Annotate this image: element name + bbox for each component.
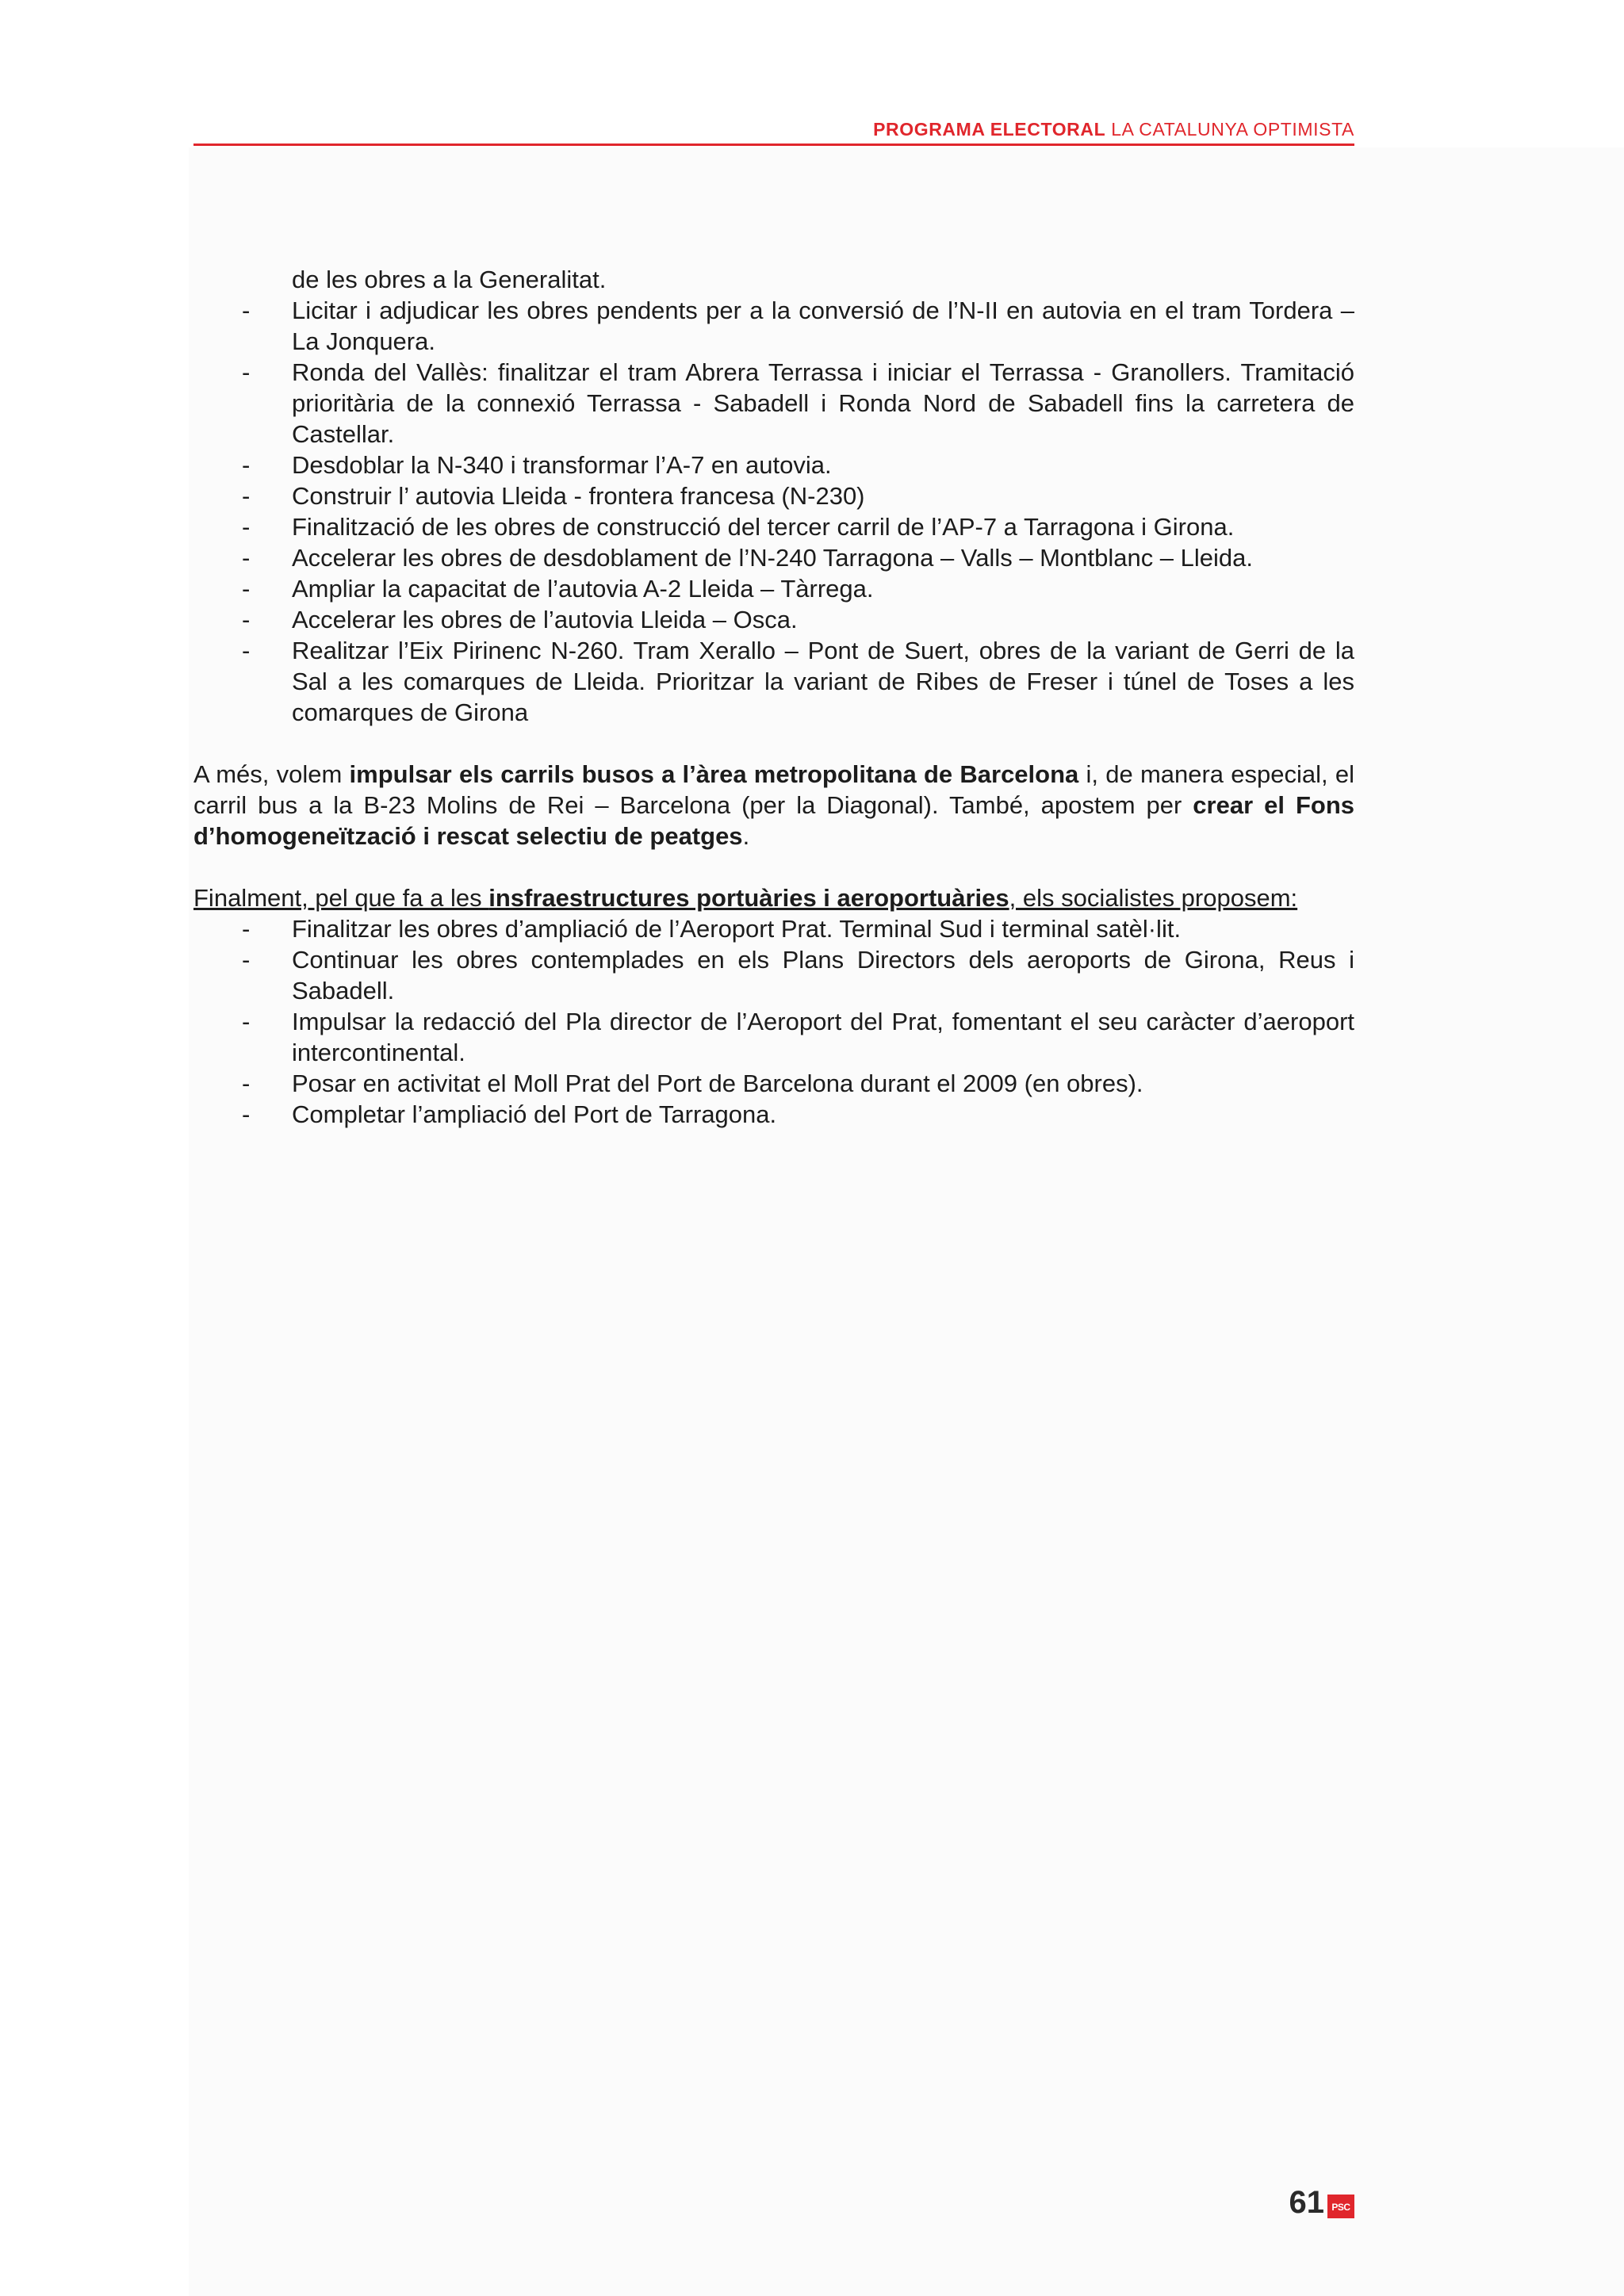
roads-list: [193, 295, 1354, 728]
list-item: - Completar l’ampliació del Port de Tarragona.: [193, 1099, 1354, 1130]
header-divider: [193, 144, 1354, 146]
text-run: , els socialistes proposem:: [1009, 884, 1298, 912]
emphasis-text: impulsar els carrils busos a l’àrea metropolitana de Barcelona: [349, 760, 1079, 788]
list-item: - Continuar les obres contemplades en els Plans Directors dels aeroports de Girona, Reus i Sabadell.: [193, 944, 1354, 1006]
list-item: - Licitar i adjudicar les obres pendents per a la conversió de l’N-II en autovia en el tram Tordera – La Jonquera.: [193, 295, 1354, 357]
list-item: - Finalitzar les obres d’ampliació de l’Aeroport Prat. Terminal Sud i terminal satèl·lit.: [193, 913, 1354, 944]
list-item: - Realitzar l’Eix Pirinenc N-260. Tram Xerallo – Pont de Suert, obres de la variant de Gerri de la Sal a les comarques de Lleida. Prioritzar la variant de Ribes de Freser i túnel de Toses a les comarques de Girona: [193, 635, 1354, 728]
text-run: Finalment, pel que fa a les: [193, 884, 489, 912]
paragraph-spacer: [193, 851, 1354, 882]
text-run: i, de manera especial, el carril bus a la B-23 Molins de Rei – Barcelona (per la Diagonal). També, apostem per: [193, 760, 1354, 819]
header-title-rest: LA CATALUNYA OPTIMISTA: [1105, 119, 1354, 140]
continued-list-text: de les obres a la Generalitat.: [292, 266, 607, 293]
list-item: - Accelerar les obres de desdoblament de l’N-240 Tarragona – Valls – Montblanc – Lleida.: [193, 542, 1354, 573]
running-header: [193, 119, 1354, 140]
header-title-bold: PROGRAMA ELECTORAL: [873, 119, 1106, 140]
list-item: - Ampliar la capacitat de l’autovia A-2 Lleida – Tàrrega.: [193, 573, 1354, 604]
bus-lanes-paragraph: [193, 759, 1354, 851]
list-item: - Finalització de les obres de construcció del tercer carril de l’AP-7 a Tarragona i Girona.: [193, 511, 1354, 542]
page-content: [193, 264, 1354, 1130]
ports-intro-paragraph: [193, 882, 1354, 913]
list-item: - Construir l’ autovia Lleida - frontera francesa (N-230): [193, 480, 1354, 511]
list-item: - Impulsar la redacció del Pla director de l’Aeroport del Prat, fomentant el seu caràcter d’aeroport intercontinental.: [193, 1006, 1354, 1068]
text-run: .: [742, 822, 750, 850]
emphasis-text: crear el Fons d’homogeneïtzació i rescat selectiu de peatges: [193, 791, 1354, 850]
list-item: - Posar en activitat el Moll Prat del Port de Barcelona durant el 2009 (en obres).: [193, 1068, 1354, 1099]
page-number: 61: [1289, 2185, 1324, 2220]
text-run: A més, volem: [193, 760, 350, 788]
list-item: - Ronda del Vallès: finalitzar el tram Abrera Terrassa i iniciar el Terrassa - Granollers. Tramitació prioritària de la connexió Terrassa - Sabadell i Ronda Nord de Sabadell fins la carretera de Castellar.: [193, 357, 1354, 450]
emphasis-text: insfraestructures portuàries i aeroportuàries: [488, 884, 1009, 912]
list-item: - Accelerar les obres de l’autovia Lleida – Osca.: [193, 604, 1354, 635]
ports-list: [193, 913, 1354, 1130]
list-item: - Desdoblar la N-340 i transformar l’A-7 en autovia.: [193, 450, 1354, 480]
paragraph-spacer: [193, 728, 1354, 759]
psc-logo: PSC: [1327, 2195, 1354, 2218]
